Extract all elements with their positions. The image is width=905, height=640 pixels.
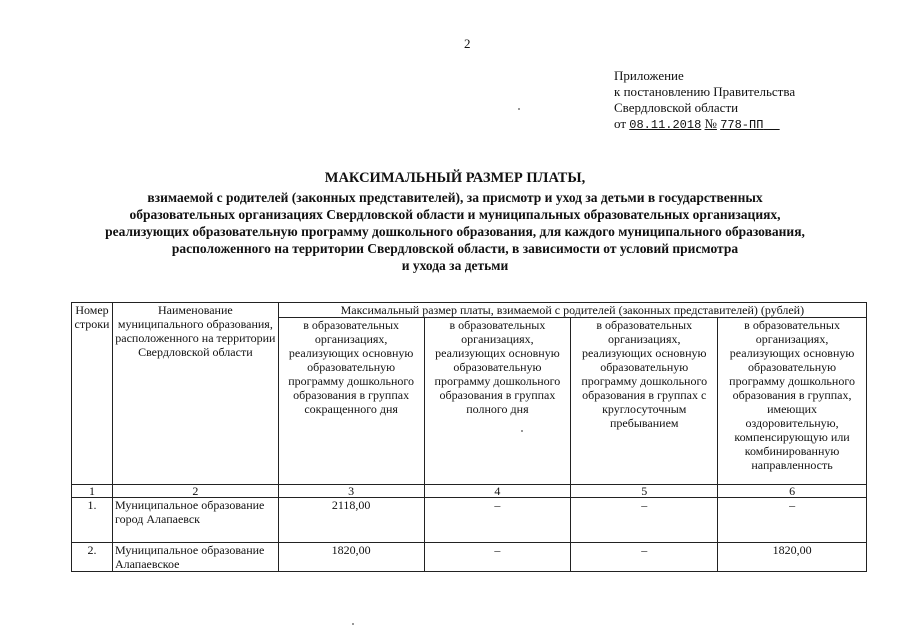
column-number: 5 <box>571 485 718 498</box>
municipality-name: Муниципальное образование город Алапаевск <box>112 498 278 543</box>
fee-special-groups: 1820,00 <box>718 543 867 572</box>
header-municipality-name: Наименование муниципального образования, расположенного на территории Свердловской области <box>112 303 278 485</box>
title-line-2: образовательных организациях Свердловской области и муниципальных образовательных организациях, <box>129 207 781 222</box>
row-number: 1. <box>72 498 113 543</box>
document-title <box>40 170 870 274</box>
column-number: 6 <box>718 485 867 498</box>
scan-speck <box>352 623 354 625</box>
header-round-the-clock: в образовательных организациях, реализующих основную образовательную программу дошкольного образования в группах с круглосуточным пребыванием <box>571 318 718 485</box>
appendix-resolution: к постановлению Правительства <box>614 84 796 99</box>
fee-special-groups: – <box>718 498 867 543</box>
scan-speck <box>518 108 520 110</box>
appendix-region: Свердловской области <box>614 100 739 115</box>
title-line-4: расположенного на территории Свердловской области, в зависимости от условий присмотра <box>171 241 739 256</box>
appendix-doc-number: 778-ПП <box>720 118 764 132</box>
column-number: 2 <box>112 485 278 498</box>
page-number: 2 <box>464 36 471 51</box>
fee-round-the-clock: – <box>571 543 718 572</box>
municipality-name: Муниципальное образование Алапаевское <box>112 543 278 572</box>
column-numbers-row <box>72 485 867 498</box>
title-line-3: реализующих образовательную программу дошкольного образования, для каждого муниципального образования, <box>105 224 805 239</box>
column-number: 4 <box>424 485 571 498</box>
fee-round-the-clock: – <box>571 498 718 543</box>
header-short-day: в образовательных организациях, реализующих основную образовательную программу дошкольного образования в группах сокращенного дня <box>278 318 424 485</box>
fee-short-day: 1820,00 <box>278 543 424 572</box>
title-line-5: и ухода за детьми <box>401 258 509 273</box>
column-number: 1 <box>72 485 113 498</box>
fee-full-day: – <box>424 543 571 572</box>
table-header-row <box>72 303 867 318</box>
column-number: 3 <box>278 485 424 498</box>
appendix-block <box>614 68 795 133</box>
header-fee-group: Максимальный размер платы, взимаемой с родителей (законных представителей) (рублей) <box>278 303 866 318</box>
appendix-date: 08.11.2018 <box>629 118 702 132</box>
appendix-number-sign: № <box>704 116 717 131</box>
fee-full-day: – <box>424 498 571 543</box>
title-main: МАКСИМАЛЬНЫЙ РАЗМЕР ПЛАТЫ, <box>324 170 586 186</box>
title-line-1: взимаемой с родителей (законных представителей), за присмотр и уход за детьми в государственных <box>147 190 763 205</box>
fee-short-day: 2118,00 <box>278 498 424 543</box>
appendix-from-label: от <box>614 116 627 131</box>
fee-table <box>71 302 867 572</box>
header-row-number: Номер строки <box>72 303 113 485</box>
scan-speck <box>521 430 523 432</box>
table-row <box>72 498 867 543</box>
appendix-date-number <box>614 116 795 133</box>
row-number: 2. <box>72 543 113 572</box>
header-special-groups: в образовательных организациях, реализующих основную образовательную программу дошкольного образования в группах, имеющих оздоровительную, компенсирующую или комбинированную направленность <box>718 318 867 485</box>
header-full-day: в образовательных организациях, реализующих основную образовательную программу дошкольного образования в группах полного дня <box>424 318 571 485</box>
appendix-title: Приложение <box>614 68 684 83</box>
table-row <box>72 543 867 572</box>
